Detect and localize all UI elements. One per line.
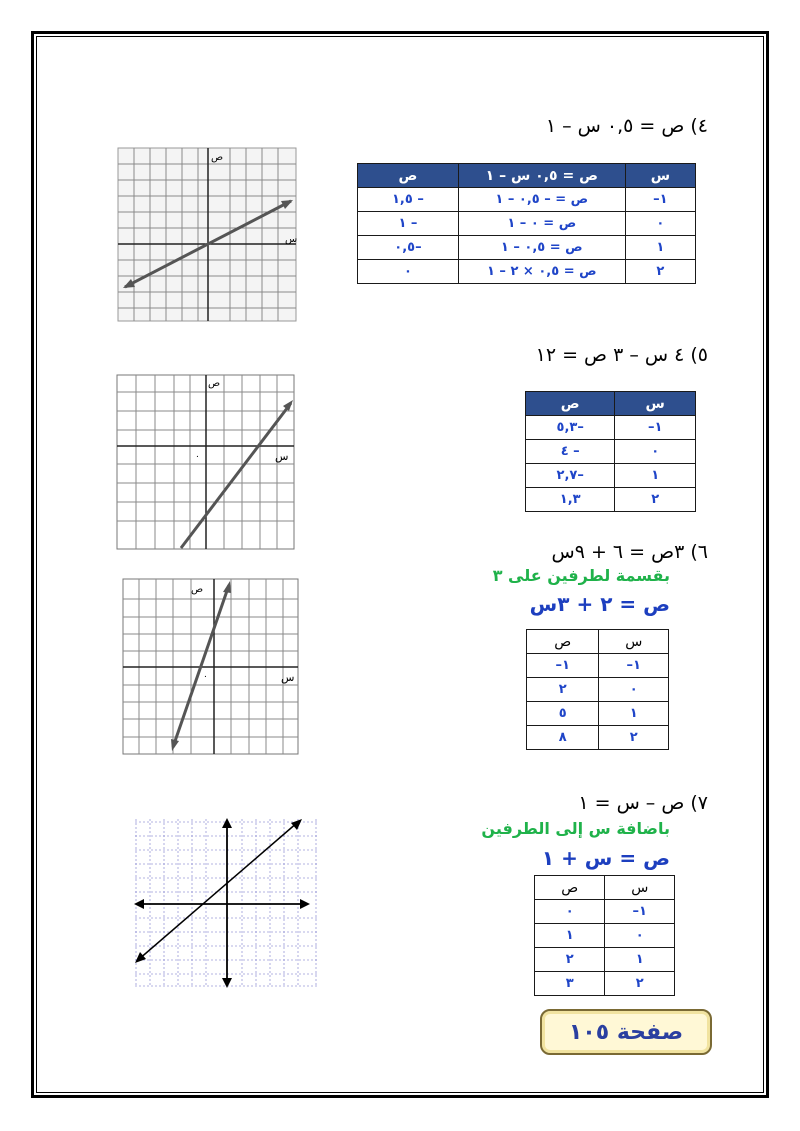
table-cell: ١– <box>605 900 675 924</box>
table-row <box>527 726 669 750</box>
table-cell: ص = ٠,٥ × ٢ – ١ <box>458 260 625 284</box>
table-cell: ص = – ٠,٥ – ١ <box>458 188 625 212</box>
origin-label: ٠ <box>203 672 208 682</box>
arrow-head-icon <box>222 978 232 988</box>
problem-5-table <box>525 391 696 512</box>
table-row <box>535 924 675 948</box>
table-row <box>358 212 696 236</box>
problem-7-equation: ٧) ص – س = ١ <box>578 792 708 814</box>
table-cell: ٠ <box>605 924 675 948</box>
table-header: س <box>599 630 669 654</box>
table-cell: ٣ <box>535 972 605 996</box>
table-row <box>526 440 696 464</box>
table-cell: –٠,٥ <box>358 236 459 260</box>
table-header: س <box>625 164 695 188</box>
table-row <box>526 416 696 440</box>
table-row <box>527 678 669 702</box>
x-axis-label: س <box>281 671 295 684</box>
table-row <box>527 702 669 726</box>
line-plot <box>138 822 298 960</box>
origin-label: ٠ <box>195 452 200 462</box>
table-cell: ص = ٠,٥ – ١ <box>458 236 625 260</box>
table-cell: ١– <box>625 188 695 212</box>
problem-5-graph <box>115 373 297 553</box>
table-row <box>535 948 675 972</box>
y-axis-label: ص <box>208 378 221 389</box>
table-cell: ١ <box>615 464 696 488</box>
problem-4-graph <box>115 145 300 325</box>
table-row <box>526 464 696 488</box>
x-axis-label: س <box>275 450 289 463</box>
table-header: س <box>605 876 675 900</box>
table-cell: ٠ <box>358 260 459 284</box>
table-cell: ١ <box>599 702 669 726</box>
table-cell: – ٤ <box>526 440 615 464</box>
table-cell: ٢ <box>625 260 695 284</box>
table-row <box>358 260 696 284</box>
problem-6-simplified: ص = ٢ + ٣س <box>529 592 670 616</box>
table-cell: ٨ <box>527 726 599 750</box>
table-row <box>358 236 696 260</box>
table-cell: ١– <box>615 416 696 440</box>
table-cell: ١ <box>625 236 695 260</box>
arrow-head-icon <box>222 818 232 828</box>
problem-4-table <box>357 163 696 284</box>
problem-7-note: باضافة س إلى الطرفين <box>481 819 670 838</box>
table-row <box>526 488 696 512</box>
problem-5-equation: ٥) ٤ س – ٣ ص = ١٢ <box>535 344 708 366</box>
table-cell: – ١,٥ <box>358 188 459 212</box>
table-header: س <box>615 392 696 416</box>
table-cell: –٥,٣ <box>526 416 615 440</box>
arrow-head-icon <box>291 819 302 830</box>
table-cell: ٢ <box>535 948 605 972</box>
table-cell: ١ <box>605 948 675 972</box>
table-cell: ٠ <box>625 212 695 236</box>
table-cell: ص = ٠ – ١ <box>458 212 625 236</box>
table-row <box>535 972 675 996</box>
table-cell: ٠ <box>535 900 605 924</box>
table-cell: ٢ <box>599 726 669 750</box>
table-cell: ١– <box>527 654 599 678</box>
table-header: ص = ٠,٥ س – ١ <box>458 164 625 188</box>
table-cell: ٠ <box>615 440 696 464</box>
arrow-head-icon <box>134 899 144 909</box>
table-cell: ٢ <box>527 678 599 702</box>
table-cell: ٠ <box>599 678 669 702</box>
table-cell: ٢ <box>615 488 696 512</box>
problem-7-table <box>534 875 675 996</box>
table-cell: ١ <box>535 924 605 948</box>
table-row <box>535 900 675 924</box>
problem-6-table <box>526 629 669 750</box>
problem-6-note: بقسمة لطرفين على ٣ <box>492 566 670 585</box>
table-header: ص <box>535 876 605 900</box>
table-header: ص <box>526 392 615 416</box>
problem-4-equation: ٤) ص = ٠,٥ س – ١ <box>545 115 708 137</box>
y-axis-label: ص <box>211 152 224 163</box>
table-cell: ٢ <box>605 972 675 996</box>
arrow-head-icon <box>300 899 310 909</box>
table-cell: –٢,٧ <box>526 464 615 488</box>
problem-7-simplified: ص = س + ١ <box>541 846 670 870</box>
problem-6-equation: ٦) ٣ص = ٦ + ٩س <box>551 541 708 563</box>
table-header: ص <box>358 164 459 188</box>
table-row <box>358 188 696 212</box>
table-cell: ٥ <box>527 702 599 726</box>
page-number-badge: صفحة ١٠٥ <box>540 1009 712 1055</box>
table-cell: – ١ <box>358 212 459 236</box>
table-cell: ١– <box>599 654 669 678</box>
x-axis-label: س <box>285 234 298 245</box>
table-header: ص <box>527 630 599 654</box>
y-axis-label: ص <box>191 584 204 595</box>
table-cell: ١,٣ <box>526 488 615 512</box>
problem-7-graph <box>130 814 322 990</box>
problem-6-graph <box>121 577 301 757</box>
table-row <box>527 654 669 678</box>
